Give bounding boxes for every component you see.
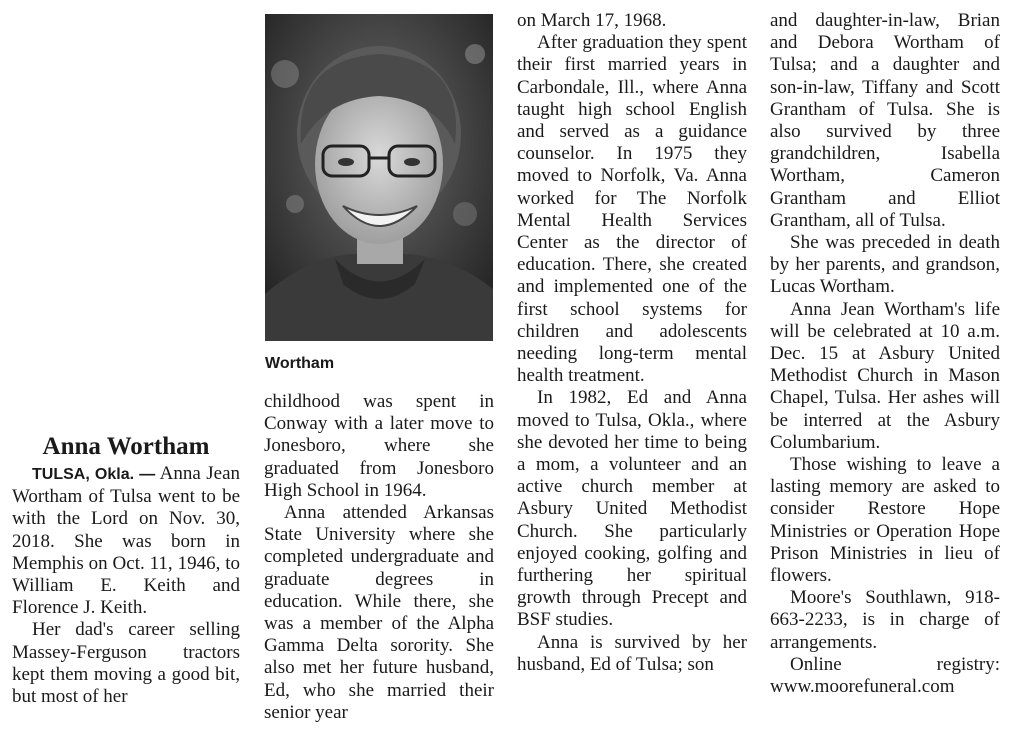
paragraph-text: Anna Jean Wortham of Tulsa went to be with the Lord on Nov. 30, 2018. She was born in Memphis on Oct. 11, 1946, to William E. Keith and Florence J. Keith. <box>12 463 241 619</box>
dateline: TULSA, Okla. — <box>32 466 156 483</box>
paragraph: Her dad's career selling Massey-Ferguson tractors kept them moving a good bit, but most of her <box>12 619 240 708</box>
paragraph: Online registry: www.moorefuneral.com <box>770 653 1000 698</box>
paragraph: Anna Jean Wortham's life will be celebrated at 10 a.m. Dec. 15 at Asbury United Methodist Church in Mason Chapel, Tulsa. Her ashes will be interred at the Asbury Columbarium. <box>770 298 1000 453</box>
column-4 <box>770 10 1000 698</box>
paragraph: and daughter-in-law, Brian and Debora Wortham of Tulsa; and a daughter and son-in-law, Tiffany and Scott Grantham of Tulsa. She is also survived by three grandchildren, Isabella Wortham, Cameron Grantham and Elliot Grantham, all of Tulsa. <box>770 10 1000 231</box>
paragraph: Anna is survived by her husband, Ed of Tulsa; son <box>517 631 747 675</box>
paragraph: Anna attended Arkansas State University where she completed undergraduate and graduate degrees in education. While there, she was a member of the Alpha Gamma Delta sorority. She also met her future husband, Ed, who she married their senior year <box>264 502 494 723</box>
paragraph: Moore's Southlawn, 918-663-2233, is in charge of arrangements. <box>770 587 1000 653</box>
paragraph: In 1982, Ed and Anna moved to Tulsa, Okla., where she devoted her time to being a mom, a volunteer and an active church member at Asbury United Methodist Church. She particularly enjoyed cooking, golfing and furthering her spiritual growth through Precept and BSF studies. <box>517 387 747 631</box>
portrait-illustration <box>265 14 493 341</box>
paragraph: Those wishing to leave a lasting memory are asked to consider Restore Hope Ministries or Operation Hope Prison Ministries in lieu of flowers. <box>770 454 1000 587</box>
portrait-photo <box>265 14 493 341</box>
photo-caption: Wortham <box>265 355 335 372</box>
obituary-headline: Anna Wortham <box>42 433 210 460</box>
paragraph: She was preceded in death by her parents, and grandson, Lucas Wortham. <box>770 232 1000 298</box>
column-3 <box>517 10 747 676</box>
paragraph: After graduation they spent their first married years in Carbondale, Ill., where Anna taught high school English and served as a guidance counselor. In 1975 they moved to Norfolk, Va. Anna worked for The Norfolk Mental Health Services Center as the director of education. There, she created and implemented one of the first school systems for children and adolescents needing long-term mental health treatment. <box>517 32 747 387</box>
paragraph: childhood was spent in Conway with a later move to Jonesboro, where she graduated from Jonesboro High School in 1964. <box>264 391 494 501</box>
paragraph <box>12 463 240 619</box>
column-2 <box>264 391 494 724</box>
paragraph: on March 17, 1968. <box>517 10 667 31</box>
column-1 <box>12 432 240 708</box>
